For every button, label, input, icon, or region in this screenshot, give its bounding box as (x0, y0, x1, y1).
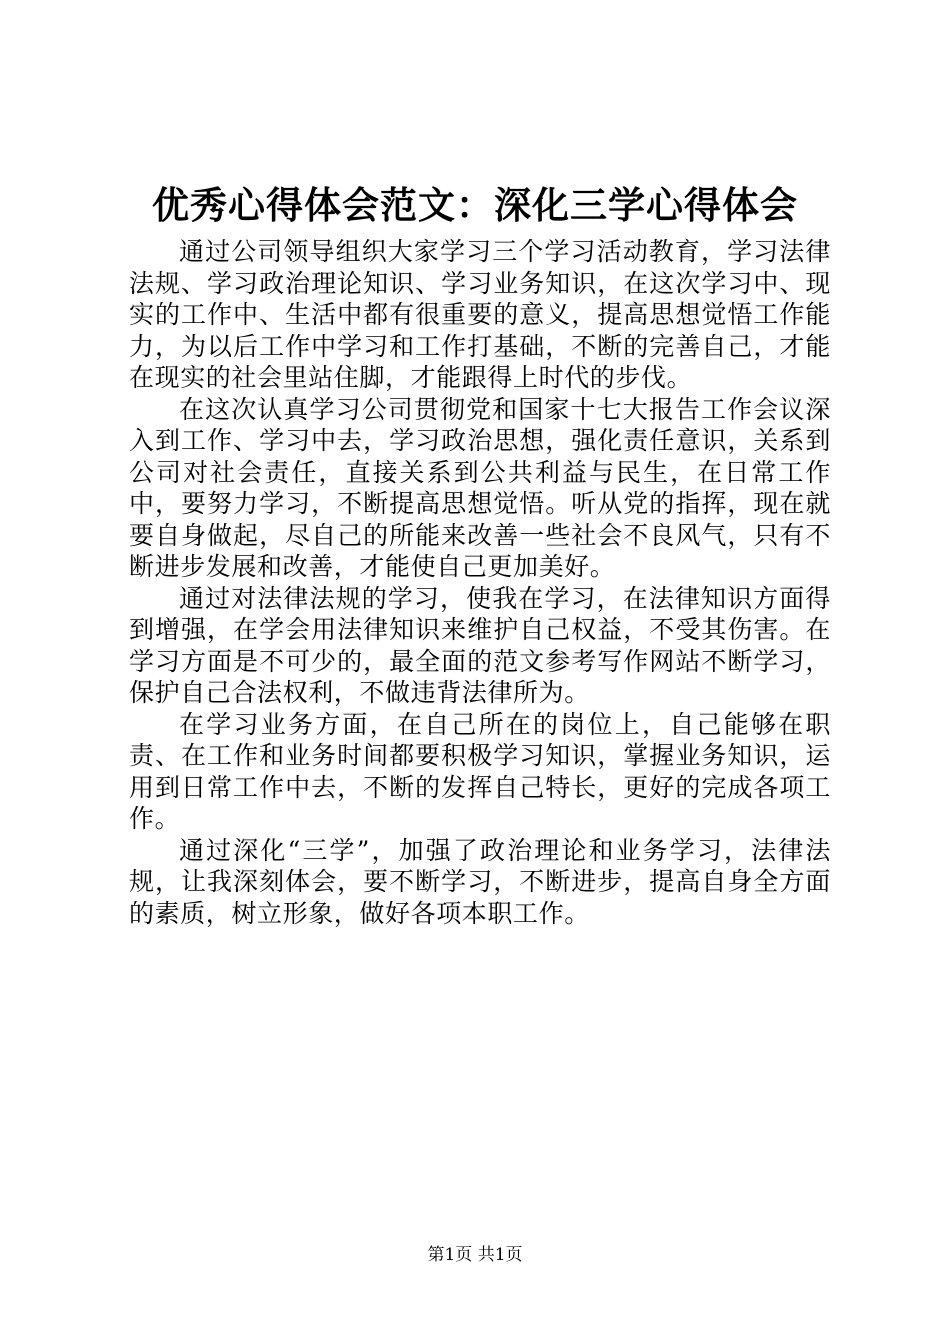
body-paragraph: 在学习业务方面，在自己所在的岗位上，自己能够在职责、在工作和业务时间都要积极学习知识，掌握业务知识，运用到日常工作中去，不断的发挥自己特长，更好的完成各项工作。 (129, 709, 831, 833)
body-paragraph: 通过公司领导组织大家学习三个学习活动教育，学习法律法规、学习政治理论知识、学习业务知识，在这次学习中、现实的工作中、生活中都有很重要的意义，提高思想觉悟工作能力，为以后工作中学习和工作打基础，不断的完善自己，才能在现实的社会里站住脚，才能跟得上时代的步伐。 (129, 237, 831, 392)
document-title: 优秀心得体会范文：深化三学心得体会 (152, 184, 798, 227)
body-paragraph: 通过深化“三学”，加强了政治理论和业务学习，法律法规，让我深刻体会，要不断学习，不断进步，提高自身全方面的素质，树立形象，做好各项本职工作。 (129, 835, 831, 928)
document-body (129, 236, 831, 929)
body-paragraph: 在这次认真学习公司贯彻党和国家十七大报告工作会议深入到工作、学习中去，学习政治思想，强化责任意识，关系到公司对社会责任，直接关系到公共利益与民生，在日常工作中，要努力学习，不断提高思想觉悟。听从党的指挥，现在就要自身做起，尽自己的所能来改善一些社会不良风气，只有不断进步发展和改善，才能使自己更加美好。 (129, 394, 831, 581)
page-number-footer: 第1页 共1页 (427, 1245, 523, 1265)
body-paragraph: 通过对法律法规的学习，使我在学习，在法律知识方面得到增强，在学会用法律知识来维护自己权益，不受其伤害。在学习方面是不可少的，最全面的范文参考写作网站不断学习，保护自己合法权利，不做违背法律所为。 (129, 583, 831, 707)
